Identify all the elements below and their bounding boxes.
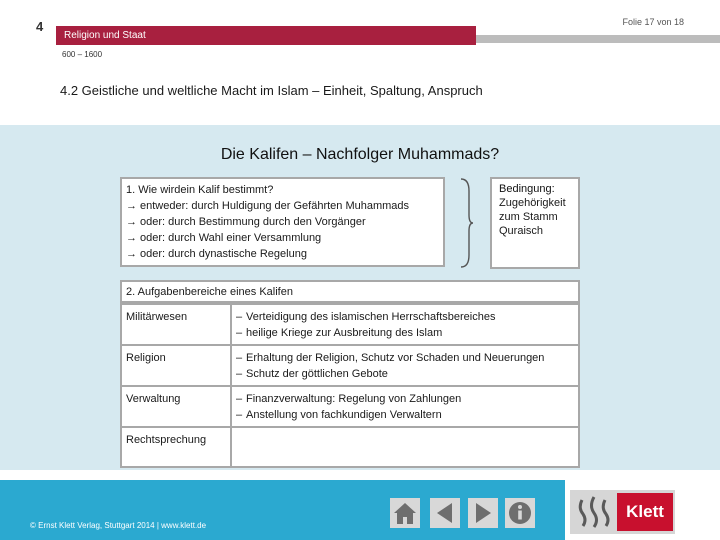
home-icon bbox=[390, 498, 420, 528]
tasks-table bbox=[120, 303, 580, 468]
items-cell bbox=[231, 345, 579, 386]
footer-bar bbox=[0, 480, 565, 540]
klett-logo-text: Klett bbox=[626, 502, 664, 521]
home-button[interactable] bbox=[390, 498, 420, 528]
condition-line: Zugehörigkeit bbox=[499, 197, 566, 209]
condition-line: zum Stamm bbox=[499, 211, 558, 223]
question-title: 1. Wie wirdein Kalif bestimmt? bbox=[126, 184, 274, 196]
list-item: – Schutz der göttlichen Gebote bbox=[236, 368, 388, 380]
list-item: – heilige Kriege zur Ausbreitung des Islam bbox=[236, 327, 443, 339]
question-line: → oder: durch Wahl einer Versammlung bbox=[126, 232, 322, 244]
forward-icon bbox=[468, 498, 498, 528]
forward-button[interactable] bbox=[468, 498, 498, 528]
logo-area bbox=[565, 480, 720, 540]
section-heading: 4.2 Geistliche und weltliche Macht im Islam – Einheit, Spaltung, Anspruch bbox=[60, 83, 483, 98]
items-cell bbox=[231, 427, 579, 467]
info-button[interactable] bbox=[505, 498, 535, 528]
question-line: → entweder: durch Huldigung der Gefährten Muhammads bbox=[126, 200, 410, 212]
copyright-text: © Ernst Klett Verlag, Stuttgart 2014 | www.klett.de bbox=[30, 521, 207, 530]
category-cell: Rechtsprechung bbox=[121, 427, 231, 467]
table-row bbox=[121, 345, 579, 386]
slide-title: Die Kalifen – Nachfolger Muhammads? bbox=[220, 146, 500, 163]
condition-line: Quraisch bbox=[499, 225, 544, 237]
list-item: – Finanzverwaltung: Regelung von Zahlungen bbox=[236, 393, 462, 405]
arrow-right-icon: → bbox=[126, 248, 137, 260]
table-row bbox=[121, 304, 579, 345]
klett-emblem-icon bbox=[574, 494, 614, 530]
back-button[interactable] bbox=[430, 498, 460, 528]
slide-counter: Folie 17 von 18 bbox=[622, 17, 684, 27]
category-cell: Verwaltung bbox=[121, 386, 231, 427]
back-icon bbox=[430, 498, 460, 528]
category-cell: Militärwesen bbox=[121, 304, 231, 345]
arrow-right-icon: → bbox=[126, 200, 137, 212]
klett-logo-badge bbox=[617, 493, 673, 531]
info-icon bbox=[505, 498, 535, 528]
table-row bbox=[121, 386, 579, 427]
items-cell bbox=[231, 386, 579, 427]
arrow-right-icon: → bbox=[126, 216, 137, 228]
chapter-number: 4 bbox=[36, 19, 44, 34]
arrow-right-icon: → bbox=[126, 232, 137, 244]
list-item: – Erhaltung der Religion, Schutz vor Schaden und Neuerungen bbox=[236, 352, 545, 364]
tasks-title: 2. Aufgabenbereiche eines Kalifen bbox=[120, 280, 580, 303]
header-title: Religion und Staat bbox=[64, 30, 146, 41]
header-bar bbox=[56, 26, 476, 45]
condition-box bbox=[490, 177, 580, 269]
condition-title: Bedingung: bbox=[499, 183, 555, 195]
brace-icon bbox=[458, 177, 474, 269]
list-item: – Anstellung von fachkundigen Verwaltern bbox=[236, 409, 442, 421]
klett-logo bbox=[570, 490, 675, 534]
table-row bbox=[121, 427, 579, 467]
question-line: → oder: durch dynastische Regelung bbox=[126, 248, 307, 260]
question-box bbox=[120, 177, 445, 267]
category-cell: Religion bbox=[121, 345, 231, 386]
date-range: 600 – 1600 bbox=[62, 50, 103, 59]
list-item: – Verteidigung des islamischen Herrschaftsbereiches bbox=[236, 311, 496, 323]
header-grey-bar bbox=[476, 35, 720, 43]
items-cell bbox=[231, 304, 579, 345]
question-line: → oder: durch Bestimmung durch den Vorgänger bbox=[126, 216, 366, 228]
